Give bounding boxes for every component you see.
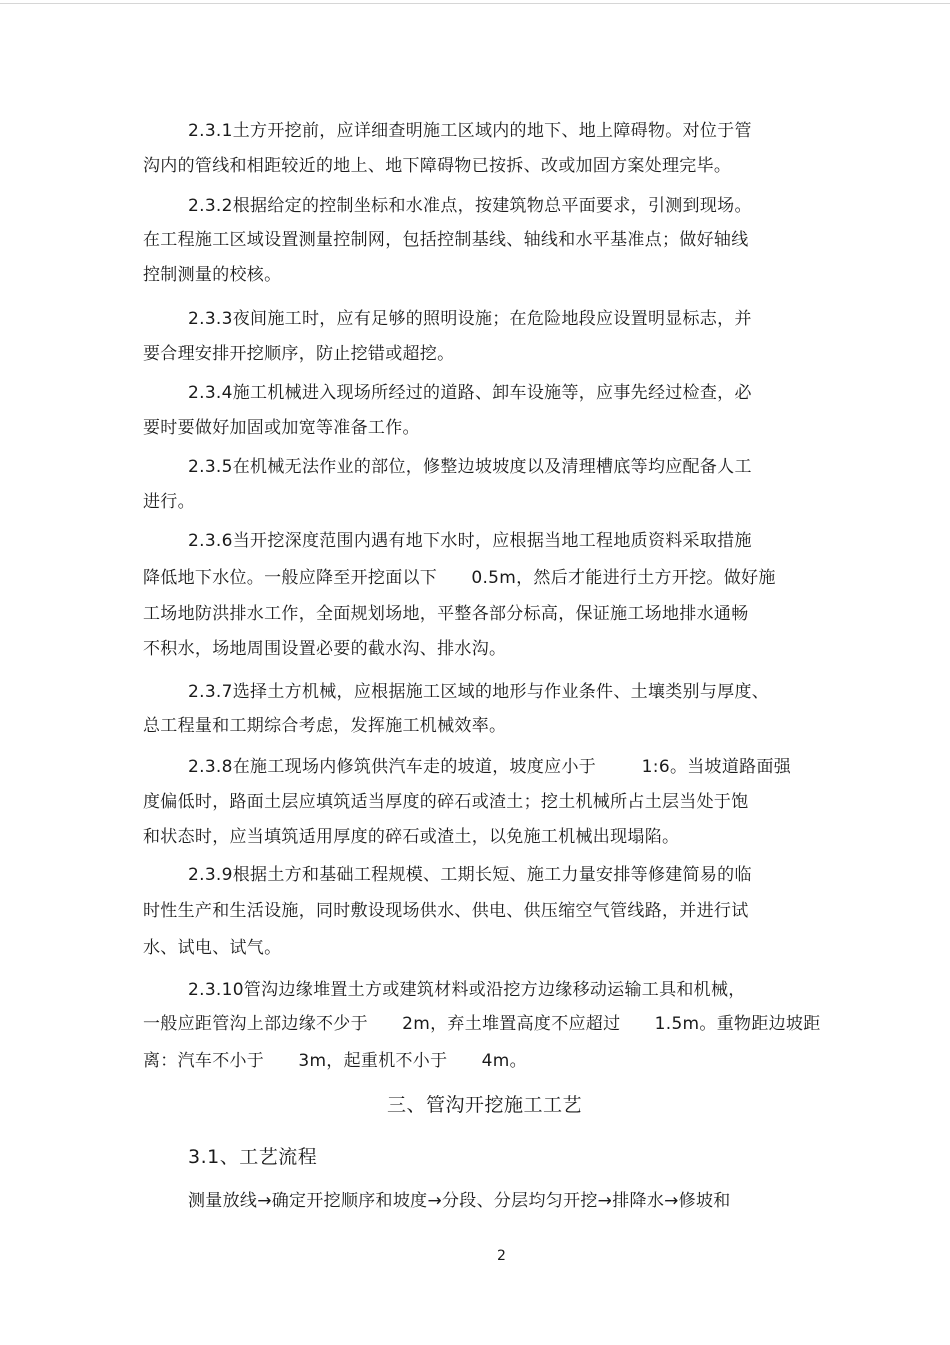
text-line: 离：汽车不小于 3m，起重机不小于 4m。 (143, 1051, 527, 1071)
text-line: 和状态时，应当填筑适用厚度的碎石或渣土，以免施工机械出现塌陷。 (143, 827, 680, 847)
text-line: 2.3.5在机械无法作业的部位，修整边坡坡度以及清理槽底等均应配备人工 (188, 457, 752, 477)
text-line: 进行。 (143, 492, 195, 512)
text-line: 不积水，场地周围设置必要的截水沟、排水沟。 (143, 639, 507, 659)
text-line: 2.3.7选择土方机械，应根据施工区域的地形与作业条件、土壤类别与厚度、 (188, 682, 770, 702)
text-line: 水、试电、试气。 (143, 938, 282, 958)
text-line: 2.3.3夜间施工时，应有足够的照明设施；在危险地段应设置明显标志，并 (188, 309, 752, 329)
text-line: 沟内的管线和相距较近的地上、地下障碍物已按拆、改或加固方案处理完毕。 (143, 156, 732, 176)
page-number: 2 (497, 1248, 506, 1264)
text-line: 2.3.4施工机械进入现场所经过的道路、卸车设施等，应事先经过检查，必 (188, 383, 752, 403)
text-line: 2.3.9根据土方和基础工程规模、工期长短、施工力量安排等修建简易的临 (188, 865, 752, 885)
text-line: 2.3.10管沟边缘堆置土方或建筑材料或沿挖方边缘移动运输工具和机械， (188, 980, 746, 1000)
page-top-rule (0, 3, 950, 4)
subsection-heading: 3.1、工艺流程 (188, 1146, 318, 1168)
text-line: 2.3.8在施工现场内修筑供汽车走的坡道，坡度应小于 1:6。当坡道路面强 (188, 757, 792, 777)
text-line: 一般应距管沟上部边缘不少于 2m，弃土堆置高度不应超过 1.5m。重物距边坡距 (143, 1014, 821, 1034)
text-line: 要时要做好加固或加宽等准备工作。 (143, 418, 420, 438)
text-line: 降低地下水位。一般应降至开挖面以下 0.5m，然后才能进行土方开挖。做好施 (143, 568, 776, 588)
section-heading: 三、管沟开挖施工工艺 (387, 1094, 583, 1116)
text-line: 总工程量和工期综合考虑，发挥施工机械效率。 (143, 716, 507, 736)
text-line: 2.3.6当开挖深度范围内遇有地下水时，应根据当地工程地质资料采取措施 (188, 531, 752, 551)
text-line: 控制测量的校核。 (143, 265, 282, 285)
text-line: 2.3.1土方开挖前，应详细查明施工区域内的地下、地上障碍物。对位于管 (188, 121, 752, 141)
text-line: 在工程施工区域设置测量控制网，包括控制基线、轴线和水平基准点；做好轴线 (143, 230, 749, 250)
text-line: 时性生产和生活设施，同时敷设现场供水、供电、供压缩空气管线路，并进行试 (143, 901, 749, 921)
text-line: 工场地防洪排水工作，全面规划场地，平整各部分标高，保证施工场地排水通畅 (143, 604, 749, 624)
text-line: 度偏低时，路面土层应填筑适当厚度的碎石或渣土；挖土机械所占土层当处于饱 (143, 792, 749, 812)
text-line: 要合理安排开挖顺序，防止挖错或超挖。 (143, 344, 455, 364)
process-flow-line: 测量放线→确定开挖顺序和坡度→分段、分层均匀开挖→排降水→修坡和 (188, 1191, 731, 1211)
text-line: 2.3.2根据给定的控制坐标和水准点，按建筑物总平面要求，引测到现场。 (188, 196, 752, 216)
